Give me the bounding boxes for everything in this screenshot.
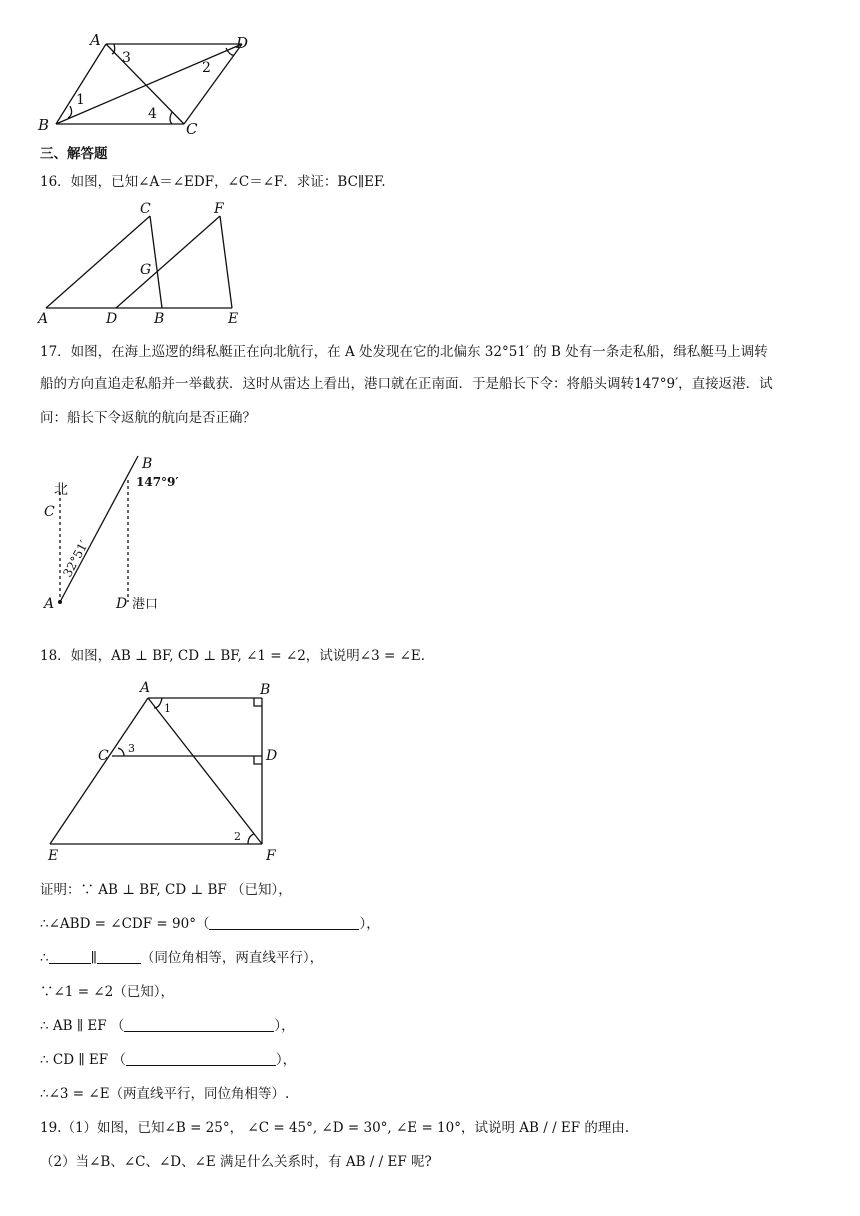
angle-arc-4: [170, 112, 172, 124]
proof-line-2: [40, 914, 380, 934]
line-cb: [150, 216, 162, 308]
side-ab: [56, 44, 106, 124]
label-g: G: [140, 262, 152, 278]
q18-figure: [40, 676, 290, 866]
angle-arc-3: [112, 44, 115, 54]
parallelogram-figure: [30, 28, 270, 138]
label-north: 北: [54, 482, 68, 498]
q17-line2: 船的方向直追走私船并一举截获．这时从雷达上看出，港口就在正南面．于是船长下令：将船头调转147°9′，直接返港．试: [40, 376, 773, 392]
q19-part2: （2）当∠B、∠C、∠D、∠E 满足什么关系时，有 AB / / EF 呢?: [40, 1154, 432, 1170]
answer-blank[interactable]: [126, 1051, 276, 1066]
angle-label-b: 147°9′: [136, 475, 179, 489]
label-e: E: [228, 311, 239, 327]
point-a: [58, 600, 62, 604]
parallel-symbol: ∥: [90, 950, 97, 966]
line-ac: [46, 216, 150, 308]
label-d: D: [236, 34, 249, 52]
q19-part1: 19.（1）如图，已知∠B = 25°， ∠C = 45°, ∠D = 30°, ∠E = 10°，试说明 AB / / EF 的理由.: [40, 1120, 630, 1136]
label-a: A: [90, 31, 101, 49]
label-a: A: [38, 311, 49, 327]
proof-line-6-text: ∴ CD ∥ EF （: [40, 1052, 126, 1068]
q16-figure: [30, 196, 270, 326]
proof-line-6: [40, 1050, 296, 1070]
q16-text: 16．如图，已知∠A＝∠EDF，∠C＝∠F．求证：BC∥EF.: [40, 174, 386, 190]
proof-line-5-tail: ），: [274, 1018, 295, 1034]
label-c: C: [98, 748, 109, 764]
proof-line-1: 证明：∵ AB ⊥ BF, CD ⊥ BF （已知），: [40, 882, 292, 898]
label-b: B: [154, 311, 165, 327]
angle-label-a: 32°51′: [60, 538, 92, 580]
label-f: F: [214, 201, 224, 217]
label-port: 港口: [132, 597, 159, 612]
angle-label-4: 4: [148, 106, 157, 122]
label-b: B: [142, 456, 153, 472]
q17-line1: 17．如图，在海上巡逻的缉私艇正在向北航行，在 A 处发现在它的北偏东 32°51′ 的 B 处有一条走私船，缉私艇马上调转: [40, 344, 768, 360]
proof-line-7: ∴∠3 = ∠E（两直线平行，同位角相等）.: [40, 1086, 290, 1102]
label-a: A: [140, 680, 151, 696]
right-angle-d: [254, 756, 262, 764]
label-f: F: [266, 848, 276, 864]
section-heading: 三、解答题: [40, 146, 108, 162]
proof-line-3: [40, 948, 323, 968]
label-c: C: [44, 504, 55, 520]
angle-label-3: 3: [122, 50, 131, 66]
proof-line-3-text: ∴: [40, 950, 49, 966]
label-a: A: [44, 596, 55, 612]
label-b: B: [260, 682, 271, 698]
label-b: B: [38, 116, 50, 134]
proof-line-6-tail: ），: [275, 1052, 297, 1068]
line-ae: [50, 698, 148, 844]
q17-figure: [40, 452, 220, 617]
course-ab: [60, 456, 138, 602]
proof-line-4: ∵∠1 = ∠2（已知），: [40, 984, 174, 1000]
angle-arc-2: [248, 834, 254, 844]
line-fe: [220, 216, 232, 308]
angle-arc-1: [68, 106, 72, 118]
label-e: E: [48, 848, 59, 864]
angle-label-1: 1: [76, 92, 85, 108]
answer-blank[interactable]: [97, 949, 141, 964]
label-d: D: [266, 748, 278, 764]
q17-line3: 问：船长下令返航的航向是否正确？: [40, 410, 256, 426]
q18-text: 18．如图，AB ⊥ BF, CD ⊥ BF, ∠1 = ∠2，试说明∠3 = ∠E．: [40, 648, 435, 664]
label-c: C: [140, 201, 151, 217]
answer-blank[interactable]: [209, 915, 359, 930]
proof-line-2-text: ∴∠ABD = ∠CDF = 90°（: [40, 916, 210, 932]
angle-label-3: 3: [128, 742, 135, 755]
answer-blank[interactable]: [49, 949, 91, 964]
angle-arc-3: [118, 748, 124, 756]
label-c: C: [186, 120, 198, 138]
label-d: D: [116, 596, 128, 612]
right-angle-b: [254, 698, 262, 706]
angle-label-2: 2: [234, 830, 241, 843]
proof-line-3-tail: （同位角相等，两直线平行），: [140, 950, 324, 966]
proof-line-2-tail: ），: [359, 916, 380, 932]
label-d: D: [106, 311, 118, 327]
proof-line-5: [40, 1016, 295, 1036]
angle-label-1: 1: [164, 702, 171, 715]
angle-label-2: 2: [202, 60, 211, 76]
line-af: [148, 698, 262, 844]
answer-blank[interactable]: [124, 1017, 274, 1032]
diagonal-ac: [106, 44, 184, 124]
proof-line-5-text: ∴ AB ∥ EF （: [40, 1018, 125, 1034]
line-df: [116, 216, 220, 308]
